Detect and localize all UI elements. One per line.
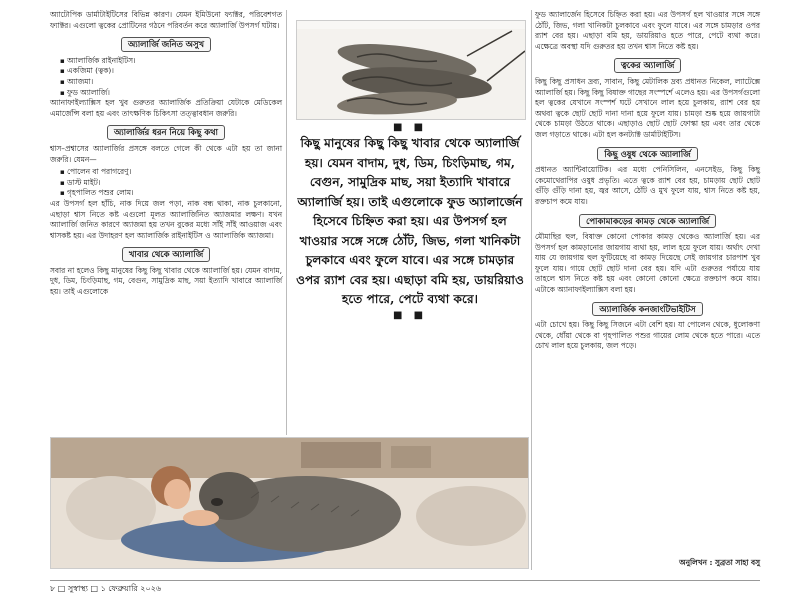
heading-drug-allergy: কিছু ওষুধ থেকে অ্যালার্জি: [597, 147, 697, 162]
disease-list: [50, 56, 282, 98]
trigger-list: [50, 167, 282, 199]
heading-food-allergy: খাবার থেকে অ্যালার্জি: [122, 247, 210, 262]
page-footer: ৮ □ সুস্বাস্থ্য □ ১ ফেব্রুয়ারি ২০২৬: [50, 580, 760, 596]
insect-paragraph: মৌমাছির হুল, বিষাক্ত কোনো পোকার কামড় থেকেও অ্যালার্জি হয়। এর উপসর্গ হল কামড়ানোর জায়গায় ব্যথা হয়, লাল হয়ে ফুলে যায়। অর্থাৎ দেখা যায় যে জায়গায় হুল ফুটিয়েছে বা কামড় দিয়েছে সেই জায়গার চারপাশ খুব ফুলে যায়। গায়ে ছোট ছোট দানা বের হয়। যদি এটা গুরুতর পর্যায়ে যায় তাহলে শ্বাস নিতে কষ্ট হয় এবং কোনো কোনো ক্ষেত্রে রক্তচাপ কমে যায়। এটাকে অ্যানাফাইল্যাক্সিস বলা হয়।: [535, 232, 760, 295]
list-item: ▪ পোলেন বা পরাগরেণু।: [60, 167, 282, 178]
heading-skin-allergy: ত্বকের অ্যালার্জি: [614, 58, 681, 73]
respiratory-paragraph: শ্বাস–প্রশ্বাসের অ্যালার্জির প্রসঙ্গে বলতে গেলে কী থেকে এটা হয় তা জানা জরুরি। যেমন—: [50, 143, 282, 164]
drug-paragraph: প্রধানত অ্যান্টিবায়োটিক। এর মধ্যে পেনিসিলিন, এনসেইড, কিছু কিছু কেমোথেরাপির ওষুধ প্রভৃতি। এতে ত্বকে র‍্যাশ বের হয়, চামড়ায় ছোট ছোট গুঁড়ি গুঁড়ি দানা হয়, জ্বর আসে, ঠোঁট ও মুখ ফুলে যায়, শ্বাস নিতে কষ্ট হয়, রক্তচাপ কমে যায়।: [535, 165, 760, 206]
pull-quote-block: [290, 122, 530, 322]
skin-paragraph: কিছু কিছু প্রসাধন দ্রব্য, সাবান, কিছু মেটালিক দ্রব্য প্রধানত নিকেল, ল্যাটেক্সে অ্যালার্জি হয়। কিছু কিছু বিষাক্ত গাছের সংস্পর্শে এলেও হয়। এর উপসর্গগুলো হল ত্বকের যেখানে সংস্পর্শ ঘটে সেখানে লাল হয়ে চুলকায়, র‍্যাশ বের হয় অথবা ত্বকে ছোট ছোট দানা দানা হয়ে ফুলে যায়। চামড়া শুষ্ক হয়ে জায়গাটা থেকে চামড়া উঠতে থাকে। এছাড়াও ছোট ছোট ফোস্কা হয় এবং তার থেকে জল গড়াতে থাকে। এটা হল কনট্যাক্ট ডার্মাটাইটিস।: [535, 76, 760, 139]
intro-paragraph: অ্যাটোপিক ডার্মাটাইটিসের বিভিন্ন কারণ। যেমন ইমিউনো ফ্যাক্টর, পরিবেশগত ফ্যাক্টর। এগুলো ত্বকের প্রোটিনের গঠনে পরিবর্তন করে অ্যালার্জি উপসর্গ ঘটায়।: [50, 10, 282, 30]
heading-conjunctivitis: অ্যালার্জিক কনজাংটিভাইটিস: [592, 302, 702, 317]
magazine-page: [50, 10, 760, 572]
food-allergen-paragraph: ফুড অ্যালার্জেন হিসেবে চিহ্নিত করা হয়। এর উপসর্গ হল খাওয়ার সঙ্গে সঙ্গে ঠোঁট, জিভ, গলা খানিকটা চুলকাবে এবং ফুলে যাবে। এর সঙ্গে চামড়ার ওপর র‍্যাশ বের হয়। এছাড়া বমি হয়, ডায়রিয়াও হতে পারে, পেটে ব্যথা করে। এক্ষেত্রে অবস্থা যদি গুরুতর হয় তখন শ্বাস নিতে কষ্ট হয়।: [535, 10, 760, 51]
woman-dog-photo: [50, 437, 529, 569]
right-column: [535, 10, 760, 354]
author-credit: অনুলিখন : সুব্রতা সাহা বসু: [679, 558, 760, 567]
list-item: ▪ ডাস্ট মাইট।: [60, 178, 282, 189]
list-item: ▪ গৃহপালিত পশুর লোম।: [60, 188, 282, 199]
heading-insect-allergy: পোকামাকড়ের কামড় থেকে অ্যালার্জি: [579, 214, 716, 229]
food-paragraph: সবার না হলেও কিছু মানুষের কিছু কিছু খাবার থেকে অ্যালার্জি হয়। যেমন বাদাম, দুধ, ডিম, চিংড়িমাছ, গম, বেগুন, সামুদ্রিক মাছ, সয়া ইত্যাদি খাবারে অ্যালার্জি হয়। তাই এগুলোকে: [50, 265, 282, 297]
heading-allergy-diseases: অ্যালার্জি জনিত অসুখ: [121, 37, 211, 52]
heading-allergy-types: অ্যালার্জির ধরন নিয়ে কিছু কথা: [107, 125, 225, 140]
pull-quote: কিছু মানুষের কিছু কিছু খাবার থেকে অ্যালার্জি হয়। যেমন বাদাম, দুধ, ডিম, চিংড়িমাছ, গম, বেগুন, সামুদ্রিক মাছ, সয়া ইত্যাদি খাবারে অ্যালার্জি হয়। তাই এগুলোকে ফুড অ্যালার্জেন হিসেবে চিহ্নিত করা হয়। এর উপসর্গ হল খাওয়ার সঙ্গে সঙ্গে ঠোঁট, জিভ, গলা খানিকটা চুলকাবে এবং ফুলে যাবে। এর সঙ্গে চামড়ার ওপর র‍্যাশ বের হয়। এছাড়া বমি হয়, ডায়রিয়াও হতে পারে, পেটে ব্যথা করে।: [296, 136, 524, 306]
quote-marker-top: ■ ■: [392, 122, 428, 133]
shrimp-image: [296, 20, 526, 120]
list-item: ▪ একজিমা (ত্বক)।: [60, 66, 282, 77]
anaphylaxis-paragraph: অ্যানাফাইল্যাক্সিস হল খুব গুরুতর অ্যালার্জিক প্রতিক্রিয়া যেটাকে মেডিকেল এমার্জেন্সি বলা হয় এবং তাৎক্ষণিক চিকিৎসা তত্ত্বাবধান জরুরি।: [50, 98, 282, 118]
list-item: ▪ অ্যালার্জিক রাইনাইটিস।: [60, 56, 282, 67]
left-column: [50, 10, 282, 300]
column-divider: [531, 10, 532, 570]
shrimp-illustration: [297, 21, 526, 120]
conjunctivitis-paragraph: এটা চোখে হয়। কিছু কিছু সিজনে এটা বেশি হয়। যা পোলেন থেকে, ধুলোকণা থেকে, ধোঁয়া থেকে বা গৃহপালিত পশুর গায়ের লোম থেকে হতে পারে। এতে চোখ লাল হয়ে চুলকায়, জল পড়ে।: [535, 320, 760, 351]
symptoms-paragraph: এর উপসর্গ হল হাঁচি, নাক দিয়ে জল পড়া, নাক বন্ধ থাকা, নাক চুলকানো, এছাড়া শ্বাস নিতে কষ্ট এগুলো মূলত অ্যালার্জিনিত অ্যাজমার লক্ষণ। যখন অ্যালার্জি জনিত কারণে অ্যাজমা হয় তখন বুকের মধ্যে সাঁই সাঁই আওয়াজ এবং শ্বাসকষ্ট হয়। এর উদাহরণ হল অ্যালার্জিক রাইনাইটিস ও অ্যালার্জিক অ্যাজমা।: [50, 198, 282, 240]
list-item: ▪ অ্যাজমা।: [60, 77, 282, 88]
list-item: ▪ ফুড অ্যালার্জি।: [60, 88, 282, 99]
column-divider: [286, 10, 287, 435]
quote-marker-bottom: ■ ■: [392, 309, 428, 321]
woman-dog-illustration: [51, 438, 529, 569]
